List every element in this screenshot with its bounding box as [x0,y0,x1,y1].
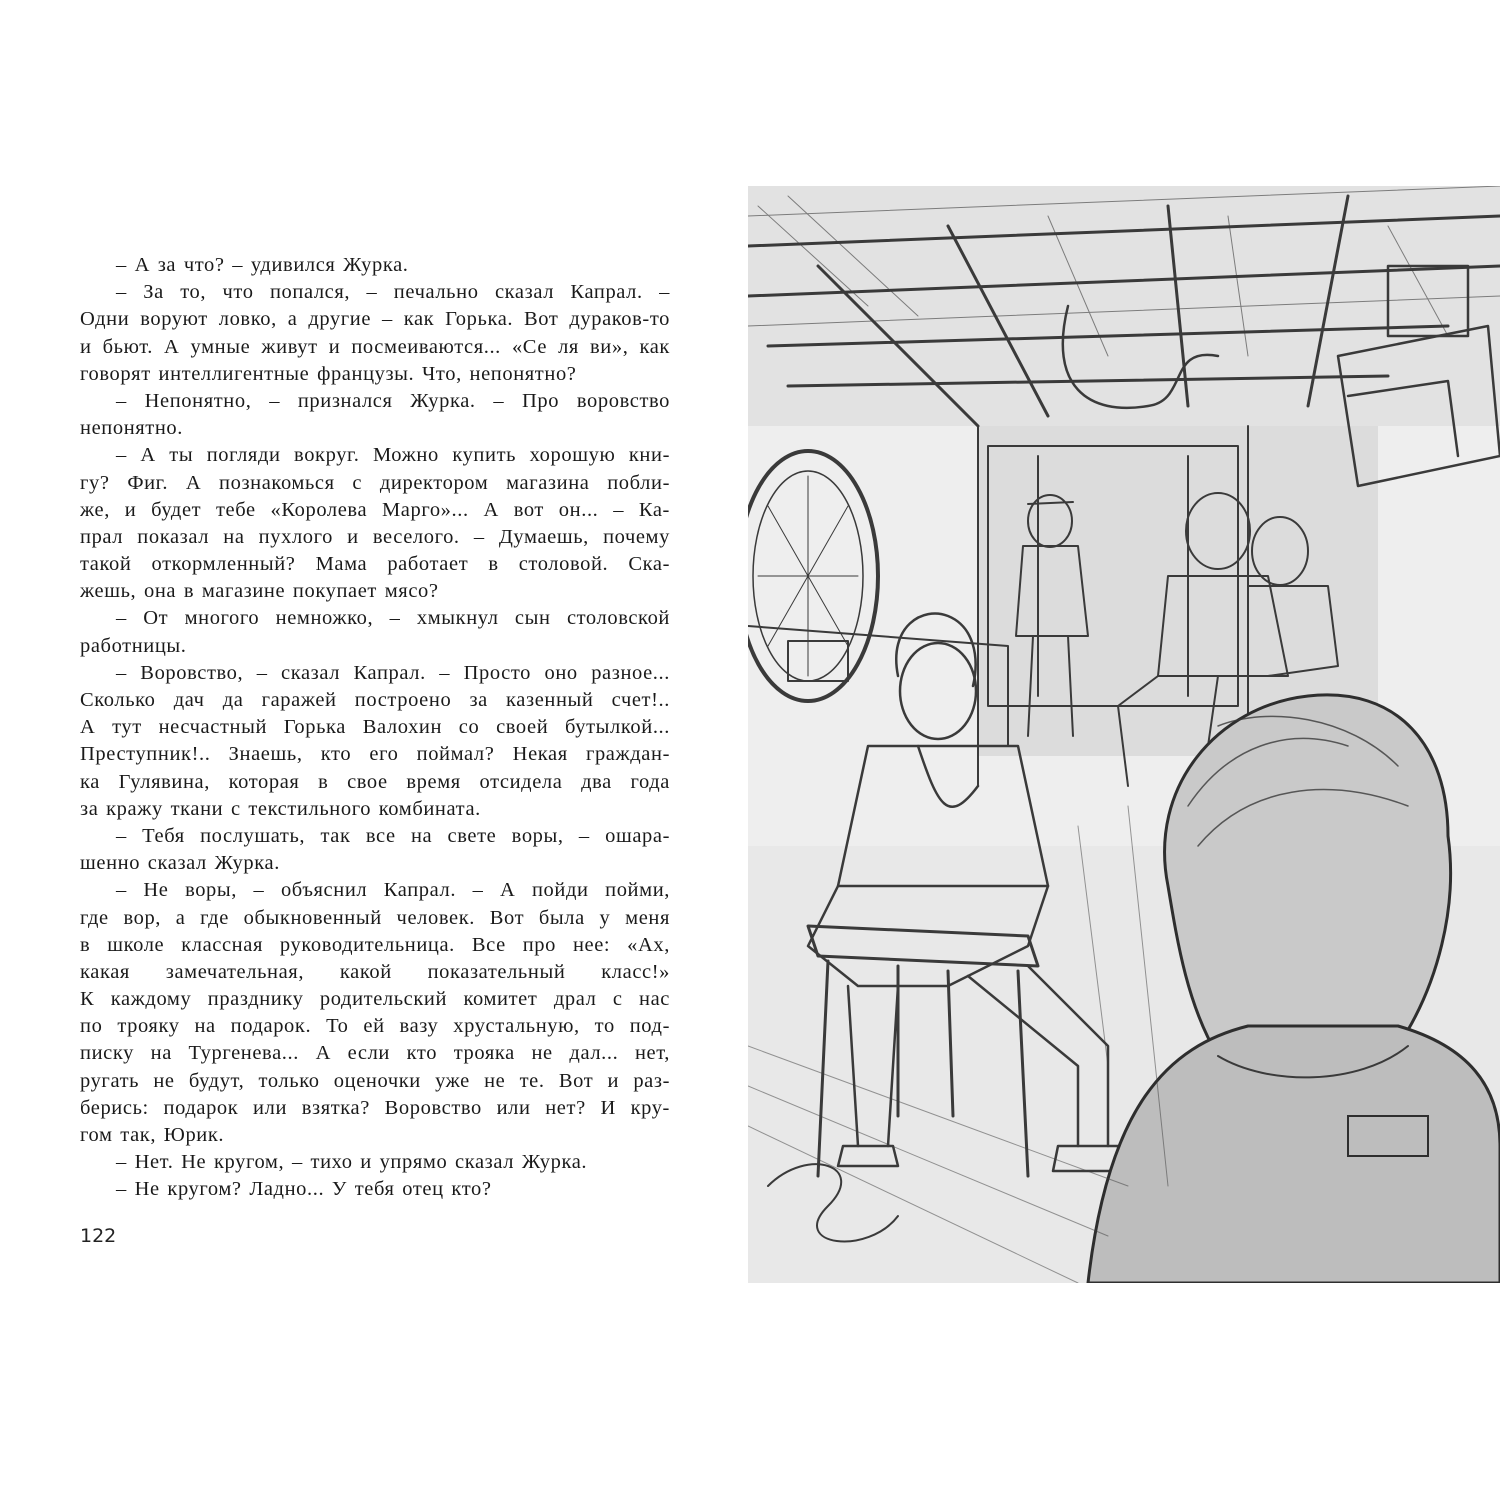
text-line: непонятно. [80,417,183,440]
text-line: прал показал на пухлого и веселого. – Думаешь, почему [80,525,670,548]
text-line: работницы. [80,634,187,657]
text-line: – От многого немножко, – хмыкнул сын столовской [116,607,670,630]
text-line: такой откормленный? Мама работает в столовой. Ска- [80,553,670,576]
text-line: – За то, что попался, – печально сказал Капрал. – [116,281,670,304]
text-line: гом так, Юрик. [80,1124,225,1146]
text-line: ка Гулявина, которая в свое время отсидела два года [80,770,670,793]
page-number: 122 [80,1225,117,1247]
text-line: Преступник!.. Знаешь, кто его поймал? Некая граждан- [80,743,670,766]
text-line: – А ты погляди вокруг. Можно купить хорошую кни- [116,444,670,467]
text-line: – Воровство, – сказал Капрал. – Просто оно разное... [116,661,670,684]
text-line: жешь, она в магазине покупает мясо? [80,580,439,603]
text-line: – Непонятно, – признался Журка. – Про воровство [116,389,670,412]
text-line: К каждому празднику родительский комитет драл с нас [80,988,670,1011]
text-line: где вор, а где обыкновенный человек. Вот была у меня [80,906,670,929]
text-line: А тут несчастный Горька Валохин со своей бутылкой... [80,716,670,739]
text-line: – Тебя послушать, так все на свете воры, – ошара- [116,824,670,847]
text-line: – А за что? – удивился Журка. [116,254,409,276]
pencil-illustration [748,186,1500,1283]
text-line: Сколько дач да гаражей построено за казенный счет!.. [80,689,670,711]
text-line: – Нет. Не кругом, – тихо и упрямо сказал Журка. [116,1151,588,1174]
text-line: писку на Тургенева... А если кто трояка не дал... нет, [80,1042,670,1065]
text-line: за кражу ткани с текстильного комбината. [80,797,481,820]
text-line: Одни воруют ловко, а другие – как Горька. Вот дураков-то [80,308,670,331]
text-line: какая замечательная, какой показательный класс!» [80,960,670,983]
text-line: берись: подарок или взятка? Воровство или нет? И кру- [80,1096,670,1119]
text-line: в школе классная руководительница. Все про нее: «Ах, [80,933,670,956]
text-line: говорят интеллигентные французы. Что, непонятно? [80,362,577,385]
text-line: ругать не будут, только оценочки уже не те. Вот и раз- [80,1069,670,1092]
text-line: гу? Фиг. А познакомься с директором магазина побли- [80,471,670,494]
text-column [80,252,670,1204]
text-line: же, и будет тебе «Королева Марго»... А вот он... – Ка- [80,498,670,521]
text-line: по трояку на подарок. То ей вазу хрустальную, то под- [80,1015,670,1038]
text-line: – Не воры, – объяснил Капрал. – А пойди пойми, [116,879,670,902]
text-line: шенно сказал Журка. [80,852,280,875]
text-line: и бьют. А умные живут и посмеиваются... «Се ля ви», как [80,335,670,358]
workshop-scene-drawing [748,186,1500,1283]
text-line: – Не кругом? Ладно... У тебя отец кто? [116,1178,492,1201]
